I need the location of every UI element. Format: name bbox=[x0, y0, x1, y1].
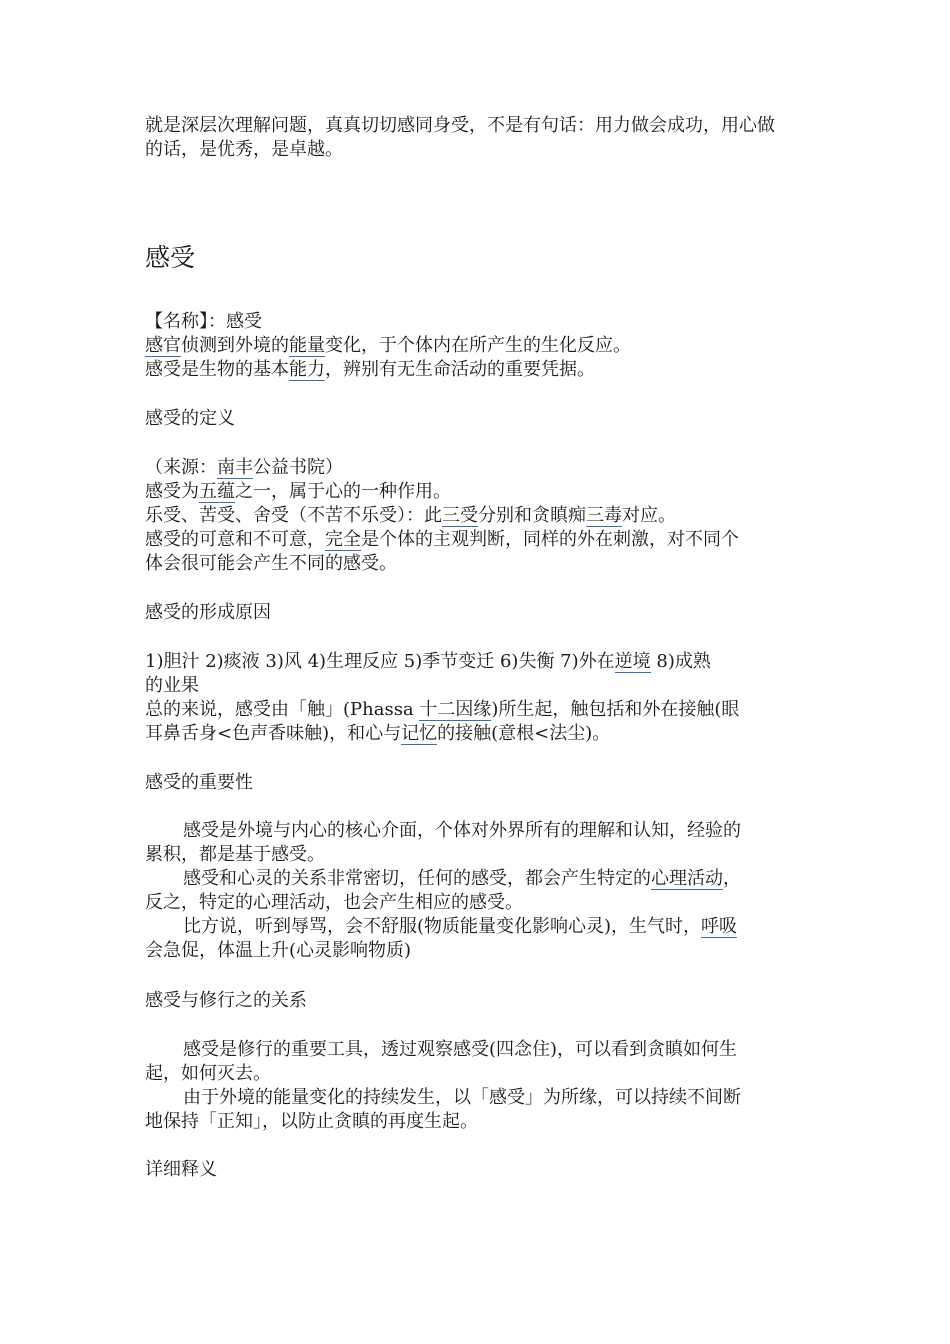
definition-line-5: 体会很可能会产生不同的感受。 bbox=[145, 553, 397, 574]
causes-section bbox=[145, 650, 805, 746]
link-sense-organ[interactable]: 感官 bbox=[145, 335, 181, 356]
link-energy[interactable]: 能量 bbox=[289, 335, 325, 356]
section-heading-practice: 感受与修行之的关系 bbox=[145, 990, 307, 1011]
link-completely[interactable]: 完全 bbox=[325, 529, 361, 550]
definition-source: （来源：南丰公益书院） bbox=[145, 457, 343, 478]
link-memory[interactable]: 记忆 bbox=[401, 723, 438, 744]
link-ability[interactable]: 能力 bbox=[289, 359, 325, 380]
definition-section bbox=[145, 456, 805, 576]
causes-line-1: 1)胆汁 2)痰液 3)风 4)生理反应 5)季节变迁 6)失衡 7)外在逆境 8)成熟 bbox=[145, 651, 711, 672]
page-title: 感受 bbox=[145, 243, 196, 272]
importance-p3-line-2: 会急促，体温上升(心灵影响物质) bbox=[145, 940, 412, 961]
link-three-poisons[interactable]: 三毒 bbox=[586, 505, 622, 526]
importance-p1-line-2: 累积，都是基于感受。 bbox=[145, 844, 325, 865]
link-breathing[interactable]: 呼吸 bbox=[701, 916, 738, 937]
intro-line-2: 的话，是优秀，是卓越。 bbox=[145, 139, 343, 160]
causes-line-4: 耳鼻舌身<色声香味触)，和心与记忆的接触(意根<法尘)。 bbox=[145, 723, 611, 744]
definition-line-4: 感受的可意和不可意，完全是个体的主观判断，同样的外在刺激，对不同个 bbox=[145, 529, 739, 550]
name-section bbox=[145, 310, 805, 382]
practice-p1-line-1: 感受是修行的重要工具，透过观察感受(四念住)，可以看到贪瞋如何生 bbox=[183, 1039, 738, 1060]
link-adversity[interactable]: 逆境 bbox=[614, 651, 651, 672]
importance-p2-line-1: 感受和心灵的关系非常密切，任何的感受，都会产生特定的心理活动， bbox=[183, 868, 741, 889]
link-three-feelings[interactable]: 三受 bbox=[442, 505, 478, 526]
section-heading-definition: 感受的定义 bbox=[145, 408, 235, 429]
practice-p2-line-1: 由于外境的能量变化的持续发生，以「感受」为所缘，可以持续不间断 bbox=[183, 1087, 741, 1108]
section-heading-causes: 感受的形成原因 bbox=[145, 602, 271, 623]
name-line-2: 感官侦测到外境的能量变化，于个体内在所产生的生化反应。 bbox=[145, 335, 631, 356]
name-label: 【名称】：感受 bbox=[145, 311, 262, 332]
practice-section bbox=[145, 1038, 805, 1134]
section-heading-importance: 感受的重要性 bbox=[145, 772, 253, 793]
name-line-3: 感受是生物的基本能力，辨别有无生命活动的重要凭据。 bbox=[145, 359, 595, 380]
importance-p3-line-1: 比方说，听到辱骂，会不舒服(物质能量变化影响心灵)，生气时，呼吸 bbox=[183, 916, 738, 937]
definition-line-2: 感受为五蕴之一，属于心的一种作用。 bbox=[145, 481, 451, 502]
importance-section bbox=[145, 819, 805, 963]
importance-p2-line-2: 反之，特定的心理活动，也会产生相应的感受。 bbox=[145, 892, 523, 913]
practice-p2-line-2: 地保持「正知」，以防止贪瞋的再度生起。 bbox=[145, 1111, 478, 1132]
importance-p1-line-1: 感受是外境与内心的核心介面，个体对外界所有的理解和认知，经验的 bbox=[183, 820, 741, 841]
intro-line-1: 就是深层次理解问题，真真切切感同身受，不是有句话：用力做会成功，用心做 bbox=[145, 115, 775, 136]
link-mental-activity[interactable]: 心理活动 bbox=[651, 868, 723, 889]
link-nanfeng[interactable]: 南丰 bbox=[217, 457, 253, 478]
intro-paragraph bbox=[145, 114, 805, 162]
section-heading-details: 详细释义 bbox=[145, 1159, 217, 1180]
definition-line-3: 乐受、苦受、舍受（不苦不乐受）：此三受分别和贪瞋痴三毒对应。 bbox=[145, 505, 676, 526]
causes-line-3: 总的来说，感受由「触」(Phassa 十二因缘)所生起，触包括和外在接触(眼 bbox=[145, 699, 740, 720]
link-five-aggregates[interactable]: 五蕴 bbox=[199, 481, 235, 502]
causes-line-2: 的业果 bbox=[145, 675, 199, 696]
practice-p1-line-2: 起，如何灭去。 bbox=[145, 1063, 271, 1084]
link-twelve-links[interactable]: 十二因缘 bbox=[419, 699, 492, 720]
